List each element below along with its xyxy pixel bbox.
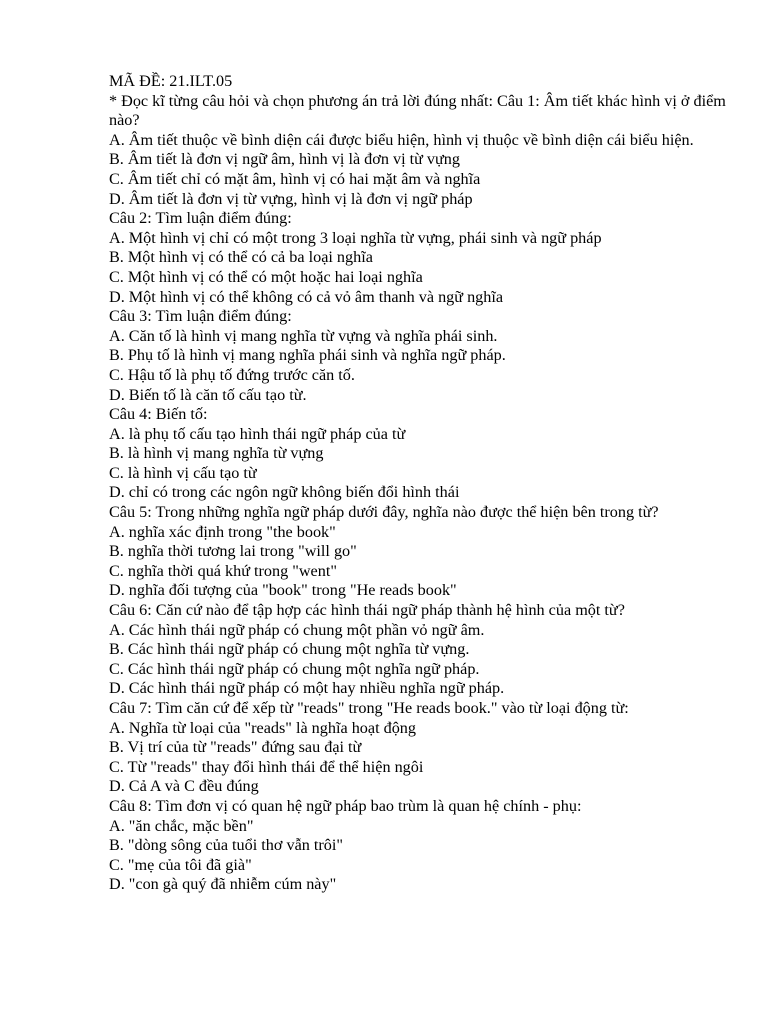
document-page [109,72,729,895]
text-line: D. Các hình thái ngữ pháp có một hay nhiều nghĩa ngữ pháp. [109,679,505,698]
text-line: A. "ăn chắc, mặc bền" [109,816,254,835]
text-line: Câu 4: Biến tố: [109,405,208,424]
text-line: A. Một hình vị chỉ có một trong 3 loại nghĩa từ vựng, phái sinh và ngữ pháp [109,228,602,247]
text-line: A. Căn tố là hình vị mang nghĩa từ vựng và nghĩa phái sinh. [109,326,498,345]
text-line: B. là hình vị mang nghĩa từ vựng [109,444,324,463]
text-line: C. Âm tiết chỉ có mặt âm, hình vị có hai mặt âm và nghĩa [109,169,481,188]
question-list [109,131,729,895]
text-line: Câu 8: Tìm đơn vị có quan hệ ngữ pháp bao trùm là quan hệ chính - phụ: [109,796,582,815]
exam-code: MÃ ĐỀ: 21.ILT.05 [109,72,233,90]
text-line: Câu 7: Tìm căn cứ để xếp từ "reads" trong "He reads book." vào từ loại động từ: [109,699,629,717]
text-line: A. Các hình thái ngữ pháp có chung một phần vỏ ngữ âm. [109,620,485,639]
text-line: D. nghĩa đối tượng của "book" trong "He reads book" [109,581,457,600]
text-line: C. là hình vị cấu tạo từ [109,463,257,482]
text-line: C. Các hình thái ngữ pháp có chung một nghĩa ngữ pháp. [109,659,480,678]
text-line: Câu 6: Căn cứ nào để tập hợp các hình thái ngữ pháp thành hệ hình của một từ? [109,601,625,620]
text-line: A. nghĩa xác định trong "the book" [109,522,336,541]
text-line: C. Hậu tố là phụ tố đứng trước căn tố. [109,365,355,384]
text-line: A. là phụ tố cấu tạo hình thái ngữ pháp của từ [109,424,406,443]
text-line: Câu 5: Trong những nghĩa ngữ pháp dưới đây, nghĩa nào được thể hiện bên trong từ? [109,503,659,522]
text-line: Câu 3: Tìm luận điểm đúng: [109,307,292,326]
text-line: D. Một hình vị có thể không có cả vỏ âm thanh và ngữ nghĩa [109,287,504,306]
text-line: A. Âm tiết thuộc về bình diện cái được biểu hiện, hình vị thuộc về bình diện cái biểu hiện. [109,130,694,149]
text-line: B. Âm tiết là đơn vị ngữ âm, hình vị là đơn vị từ vựng [109,150,460,169]
text-line: D. Cả A và C đều đúng [109,777,259,796]
text-line: C. Một hình vị có thể có một hoặc hai loại nghĩa [109,267,423,286]
text-line: B. Phụ tố là hình vị mang nghĩa phái sinh và nghĩa ngữ pháp. [109,346,506,365]
text-line: C. "mẹ của tôi đã già" [109,855,252,874]
text-line: A. Nghĩa từ loại của "reads" là nghĩa hoạt động [109,718,416,737]
text-line: B. Vị trí của từ "reads" đứng sau đại từ [109,738,362,757]
instructions-and-question-1: * Đọc kĩ từng câu hỏi và chọn phương án trả lời đúng nhất: Câu 1: Âm tiết khác hình vị ở điểm nào? [109,91,726,130]
text-line: Câu 2: Tìm luận điểm đúng: [109,209,292,228]
text-line: D. Âm tiết là đơn vị từ vựng, hình vị là đơn vị ngữ pháp [109,189,473,208]
text-line: C. Từ "reads" thay đổi hình thái để thể hiện ngôi [109,757,424,776]
text-line: B. nghĩa thời tương lai trong "will go" [109,542,357,561]
text-line: B. Các hình thái ngữ pháp có chung một nghĩa từ vựng. [109,640,470,659]
text-line: B. Một hình vị có thể có cả ba loại nghĩa [109,248,373,267]
text-line: D. chỉ có trong các ngôn ngữ không biến đổi hình thái [109,483,460,502]
text-line: B. "dòng sông của tuổi thơ vẫn trôi" [109,836,343,855]
text-line: D. Biến tố là căn tố cấu tạo từ. [109,385,307,404]
text-line: C. nghĩa thời quá khứ trong "went" [109,561,337,580]
text-line: D. "con gà quý đã nhiễm cúm này" [109,875,337,894]
